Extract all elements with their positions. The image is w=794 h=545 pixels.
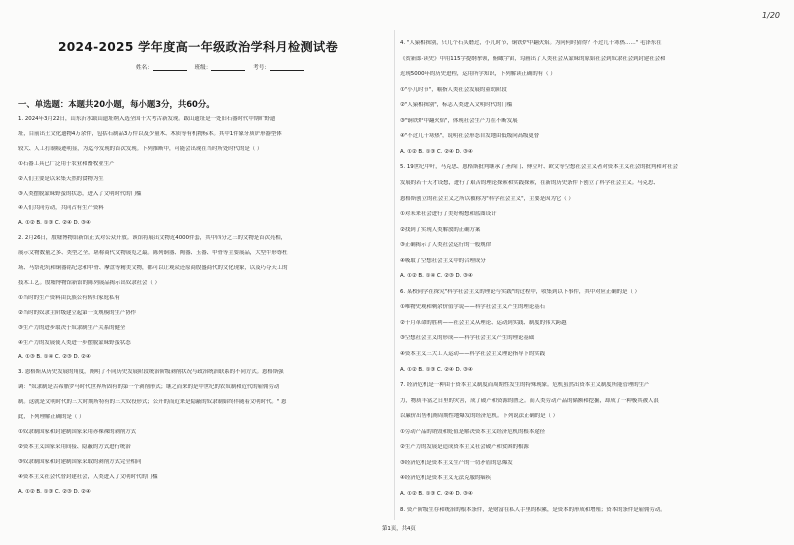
question-line: A. ①② B. ①③ C. ②④ D. ③④: [18, 220, 91, 227]
question-line: 8. 资产阶级生存和统治的根本条件，是财富在私人手里的积累，是资本的形成和增殖；资本的条件是雇佣劳动。: [400, 506, 666, 513]
question-line: 《贺新郎·读史》中用115字提纲挈领，俯瞰宇宙，勾画出了人类社会从蒙昧的原始社会到奴隶社会到封建社会和: [400, 55, 666, 62]
question-line: ①当时的生产资料由氏族公有转归家庭私有: [18, 294, 120, 301]
question-line: ①"小儿时节"，喻指人类社会发展的童幼阶段: [400, 86, 507, 93]
question-line: 3. 恩格斯从历史发展的角度，阐明了不同历史发展阶段统治阶级剥削状况与政治统治联系的不同方式。恩格斯强: [18, 369, 284, 376]
question-line: ④生产力的发展使人类进一步摆脱蒙昧野蛮状态: [18, 339, 131, 346]
question-line: 展示文物数量之多、类型之全，堪称商代文物展览之最。陈列铜器、陶器、玉器、甲骨等主要展品，大型牛形尊杜: [18, 250, 288, 257]
question-line: 制。这就是文明时代的三大时期所特有的三大奴役形式；公开的而近来是隐蔽的奴隶制始终伴随着文明时代。" 恩: [18, 399, 287, 406]
question-line: ④"不过几千寒热"，说明社会形态自发地由低级向高级更替: [400, 133, 540, 140]
exam-no-label: 考号：: [253, 65, 270, 71]
question-line: ①劳动产品的销毁和贬值是解决资本主义经济危机的根本途径: [400, 428, 545, 435]
question-line: 4. "人猿相揖别，只几个石头磨过，小儿时节，铜铁炉中翻火焰。为问何时猜得？不过几千寒热……" 毛泽东在: [400, 40, 662, 46]
question-line: 2. 2月26日，殷墟博物馆新馆正式对公众开放。该馆将展出文物近4000件套，其中四分之三的文物是首次亮相，: [18, 235, 287, 242]
question-line: ③生产力的进步取决于奴隶制生产关系的健全: [18, 324, 126, 331]
question-line: ②人们主要是以采集天然的食物为生: [18, 175, 104, 182]
question-line: ③人类摆脱蒙昧野蛮的状态，进入了文明时代的门槛: [18, 190, 142, 197]
column-divider: [394, 30, 395, 520]
question-line: A. ①② B. ①③ C. ②④ D. ③④: [400, 366, 473, 373]
question-line: ①唯物史观和剩余价值学说——科学社会主义产生的理论基石: [400, 304, 545, 311]
question-line: 调："奴隶制是古希腊罗马时代世界所固有的第一个剥削形式；继之而来的是中世纪的农奴制和近代的雇佣劳动: [18, 384, 280, 391]
name-label: 姓名：: [136, 65, 153, 71]
question-line: ②当时的奴隶主阶级建立起第一支规模的生产协作: [18, 309, 137, 316]
question-line: ①石器工具已广泛用于农业和畜牧业生产: [18, 160, 115, 167]
question-line: A. ①② B. ①③ C. ②③ D. ②④: [18, 488, 91, 495]
question-line: 近现5000年的历史进程，运用所学知识，下列解读正确的有（ ）: [400, 71, 556, 78]
question-line: ③奴隶制国家和封建制国家采取的剥削方式完全相同: [18, 458, 142, 465]
question-line: ④人们共同劳动，共同占有生产资料: [18, 205, 104, 212]
question-line: 力，物质丰富之日里的灾害，成了破产和资源的匮乏。而人类劳动产品的储额和挖掘，却成了一种极其被人浪: [400, 397, 659, 404]
question-line: 恩格斯创立的社会主义之所以被称为"科学社会主义"，主要是因为它（ ）: [400, 195, 574, 202]
question-line: ②"人猿相揖别"，标志人类进入文明时代的门槛: [400, 102, 513, 109]
question-line: ④经济危机是资本主义无法克服的痼疾: [400, 475, 492, 482]
question-line: 技术工艺。殷墟博物馆新馆的陈列展品揭示出奴隶社会（ ）: [18, 279, 160, 286]
question-line: 址，目前出土文化遗物4万余件，包括石制品3万件以及少量木、木质等有机物标本。其中1件象牙质铲形器型体: [18, 130, 282, 137]
question-line: 6. 某校同学在探究"科学社会主义的理论与实践"的过程中，收集到以下事件，其中对应正确的是（ ）: [400, 288, 640, 295]
class-label: 班级：: [194, 65, 212, 71]
question-line: A. ①③ B. ①④ C. ②③ D. ②④: [18, 354, 91, 361]
question-line: ②资本主义国家采用间接、隐蔽的方式进行统治: [18, 443, 131, 450]
page-footer: 第1页，共4页: [382, 526, 416, 532]
question-line: ③空想社会主义的形成——科学社会主义产生的理论基础: [400, 335, 535, 342]
question-line: A. ①② B. ①③ C. ②④ D. ③④: [400, 490, 473, 497]
student-info: [136, 63, 310, 71]
question-line: ③经济危机是资本主义生产的一切矛盾的总爆发: [400, 459, 513, 466]
question-line: 1. 2024年3月22日，山东沂水跋山遗址纳入选全国十大考古新发现。跋山遗址是一处旧石器时代中期旷野遗: [18, 116, 276, 122]
question-line: ①奴隶制国家和封建制国家采用赤裸裸的剥削方式: [18, 428, 137, 435]
class-blank: [211, 64, 245, 71]
question-line: ②生产力的发展是造成资本主义社会破产和贫困的根源: [400, 444, 529, 451]
question-line: ④吸取了空想社会主义中的合理成分: [400, 257, 486, 264]
name-blank: [153, 64, 187, 71]
question-line: ③正确揭示了人类社会运行的一般规律: [400, 242, 492, 249]
corner-mark: 1/20: [762, 11, 780, 20]
exam-no-blank: [270, 64, 304, 71]
page-title: 2024-2025 学年度高一年级政治学科月检测试卷: [58, 40, 338, 54]
question-line: 场、马祭祀坑和铜器铭纪念和甲骨、摩盘等精美文物，都可以让观众还原商殷盛商代的文化现象，以及巧夺天工的: [18, 265, 288, 271]
question-line: 5. 19世纪中叶，马克思、恩格斯批判继承了圣西门、傅立叶、欧文等空想社会主义者对资本主义社会的批判和对社会: [400, 164, 678, 171]
section-heading: 一、单选题：本题共20小题，每小题3分，共60分。: [18, 99, 215, 109]
question-line: ④资本主义三大工人运动——科学社会主义理论指导下的实践: [400, 351, 545, 357]
question-line: ②找到了实现人类解放的正确方案: [400, 226, 481, 233]
question-line: A. ①② B. ①④ C. ②③ D. ③④: [400, 273, 473, 280]
question-line: ③"铜铁炉中翻火焰"，体现社会生产力在不断发展: [400, 117, 518, 124]
question-line: ④资本主义社会代替封建社会，人类进入了文明时代的门槛: [18, 473, 158, 480]
question-line: 较大、人工打制痕迹明显，为迄今发现的首次发现。下列推断中，可能会出现在当时所处时代的是（ ）: [18, 145, 263, 152]
question-line: ②十月革命的胜利——社会主义从理论、运动到实践、制度的伟大跨越: [400, 319, 567, 326]
question-line: 以廉价出售机阐周期性地爆发的经济危机。下列说法正确的是（ ）: [400, 413, 559, 420]
question-line: 此，下列理解正确的是（ ）: [18, 414, 85, 420]
question-line: 7. 经济危机是一种由于资本主义制度而周期性发生的特殊现象。危机虽然出资本主义制度所能管理的生产: [400, 382, 650, 389]
question-line: A. ①② B. ①③ C. ②④ D. ③④: [400, 148, 473, 155]
question-line: 发展的若干天才设想，进行了艰苦的理论探索和实践探索，在新的历史条件下创立了科学社会主义。马克思、: [400, 179, 659, 186]
question-line: ①对未来社会进行了美好构想和蓝图设计: [400, 211, 497, 218]
